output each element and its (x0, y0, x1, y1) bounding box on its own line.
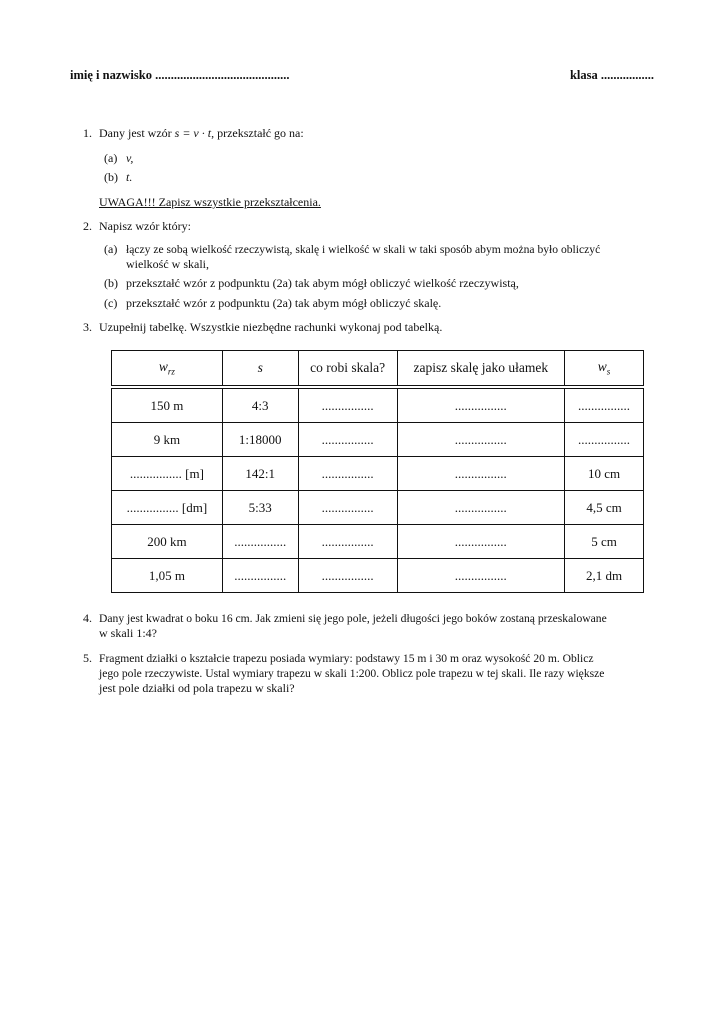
task-1-text (99, 126, 304, 141)
task-1-formula: s = v · t (174, 126, 212, 140)
task-4-line-2: w skali 1:4? (99, 626, 157, 640)
table-cell: ................ (298, 423, 397, 457)
table-header-row (112, 351, 644, 386)
task-1b-label: (b) (104, 170, 118, 184)
task-2c-text: przekształć wzór z podpunktu (2a) tak abym mógł obliczyć skalę. (126, 296, 442, 310)
header (70, 68, 654, 88)
task-5-number: 5. (83, 651, 92, 665)
table-cell: ................ (565, 423, 644, 457)
task-1a-text: v, (126, 151, 134, 165)
header-scaled-size: $w_s$ (565, 351, 644, 386)
task-5-line-3: jest pole działki od pola trapezu w skali? (99, 681, 295, 695)
task-1a-label: (a) (104, 151, 118, 165)
table-cell: ................ (298, 491, 397, 525)
task-4-number: 4. (83, 611, 92, 625)
table-cell: ................ (397, 389, 565, 423)
header-scale-as-fraction: zapisz skalę jako ułamek (397, 351, 565, 386)
table-cell: 2,1 dm (565, 559, 644, 593)
name-field-label: imię i nazwisko ........................................... (70, 68, 290, 82)
table-cell: ................ (222, 559, 298, 593)
table-row (112, 559, 644, 593)
scale-table (111, 350, 644, 593)
header-what-scale-does: co robi skala? (298, 351, 397, 386)
task-2c-label: (c) (104, 296, 118, 310)
header-scale: s (222, 351, 298, 386)
header-real-size: $w_{rz}$ (112, 351, 223, 386)
task-5-line-1: Fragment działki o kształcie trapezu posiada wymiary: podstawy 15 m i 30 m oraz wysokość 20 m. Oblicz (99, 652, 594, 665)
table-row (112, 525, 644, 559)
table-cell: ................ (298, 457, 397, 491)
task-1-text-before: Dany jest wzór (99, 126, 175, 140)
table-cell: ................ (565, 389, 644, 423)
table-cell: 10 cm (565, 457, 644, 491)
task-4-line-1: Dany jest kwadrat o boku 16 cm. Jak zmieni się jego pole, jeżeli długości jego boków zostaną przeskalowane (99, 612, 607, 625)
table-cell: ................ [m] (112, 457, 223, 491)
table-cell: ................ (397, 491, 565, 525)
task-5-line-2: jego pole rzeczywiste. Ustal wymiary trapezu w skali 1:200. Oblicz pole trapezu w tej skali. Ile razy większe (99, 667, 605, 680)
table-row (112, 389, 644, 423)
table-cell: ................ (298, 389, 397, 423)
table-cell: ................ (397, 525, 565, 559)
table-cell: ................ [dm] (112, 491, 223, 525)
table-row (112, 457, 644, 491)
table-row (112, 423, 644, 457)
table-cell: ................ (397, 457, 565, 491)
table-cell: 5:33 (222, 491, 298, 525)
task-1-text-after: , przekształć go na: (211, 126, 304, 140)
task-2a-text-cont: wielkość w skali, (126, 257, 209, 271)
table-cell: 1,05 m (112, 559, 223, 593)
task-1b-text: t. (126, 170, 133, 184)
task-1-note: UWAGA!!! Zapisz wszystkie przekształcenia. (99, 195, 321, 209)
table-cell: 200 km (112, 525, 223, 559)
table-cell: 4:3 (222, 389, 298, 423)
table-cell: ................ (298, 525, 397, 559)
task-2-number: 2. (83, 219, 92, 233)
table-cell: 9 km (112, 423, 223, 457)
table-cell: ................ (397, 423, 565, 457)
task-1-number: 1. (83, 126, 92, 140)
task-2-text: Napisz wzór który: (99, 219, 191, 233)
task-3-number: 3. (83, 320, 92, 334)
table-cell: ................ (222, 525, 298, 559)
task-2b-label: (b) (104, 276, 118, 290)
table-cell: ................ (397, 559, 565, 593)
task-3-text: Uzupełnij tabelkę. Wszystkie niezbędne rachunki wykonaj pod tabelką. (99, 320, 443, 334)
table-cell: 1:18000 (222, 423, 298, 457)
table-cell: 142:1 (222, 457, 298, 491)
table-row (112, 491, 644, 525)
table-cell: 150 m (112, 389, 223, 423)
table-cell: 4,5 cm (565, 491, 644, 525)
task-2b-text: przekształć wzór z podpunktu (2a) tak abym mógł obliczyć wielkość rzeczywistą, (126, 276, 519, 290)
table-cell: 5 cm (565, 525, 644, 559)
table-cell: ................ (298, 559, 397, 593)
task-2a-label: (a) (104, 242, 118, 256)
task-2a-text: łączy ze sobą wielkość rzeczywistą, skalę i wielkość w skali w taki sposób abym można było obliczyć (126, 243, 601, 256)
class-field-label: klasa ................. (569, 68, 654, 82)
